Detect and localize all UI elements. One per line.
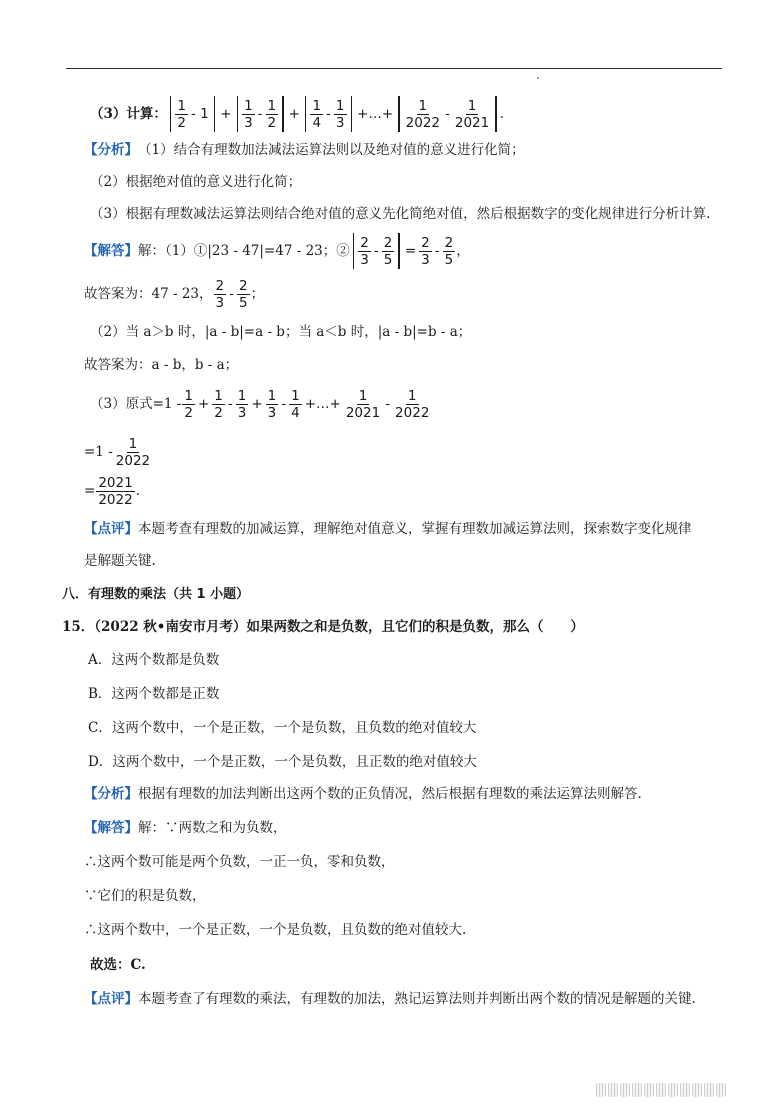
option-a: A．这两个数都是负数	[88, 652, 220, 668]
question-15-stem: 15．（2022 秋•南安市月考）如果两数之和是负数，且它们的积是负数，那么（ ）	[62, 619, 584, 635]
fraction: $\frac{1}{4}$	[312, 97, 322, 131]
fraction: $\frac{2}{3}$	[360, 234, 369, 268]
option-c: C．这两个数中，一个是正数，一个是负数，且负数的绝对值较大	[88, 720, 477, 736]
fraction: $\frac{2}{5}$	[238, 277, 248, 311]
fraction: $\frac{1}{2}$	[184, 387, 193, 421]
answer2-line-5: 故选：C.	[90, 957, 146, 973]
option-d: D．这两个数中，一个是正数，一个是负数，且正数的绝对值较大	[88, 754, 477, 770]
header-rule	[66, 68, 722, 69]
answer-tag: 【解答】	[84, 243, 138, 259]
comment2-line: 【点评】 本题考查了有理数的乘法，有理数的加法，熟记运算法则并判断出两个数的情况是解题的关键.	[84, 991, 696, 1007]
fraction: $\frac{1}{2022}$	[405, 97, 440, 131]
analysis-line-3: （3）根据有理数减法运算法则结合绝对值的意义先化简绝对值，然后根据数字的变化规律进行分析计算.	[90, 206, 711, 222]
fraction: $\frac{2}{3}$	[421, 234, 430, 268]
answer-line-6: =1 - $\frac{1}{2022}$	[84, 435, 151, 469]
fraction: $\frac{1}{3}$	[244, 97, 253, 131]
analysis-tag: 【分析】	[84, 786, 138, 802]
analysis-line-2: （2）根据绝对值的意义进行化简；	[90, 174, 302, 190]
comment-line-1: 【点评】 本题考查有理数的加减运算，理解绝对值意义，掌握有理数加减运算法则，探索数字变化规律	[84, 521, 692, 537]
fraction: $\frac{1}{2}$	[214, 387, 223, 421]
abs-bar	[398, 233, 400, 269]
analysis-tag: 【分析】	[84, 142, 138, 158]
comment-line-2: 是解题关键.	[84, 553, 156, 569]
fraction: $\frac{1}{2021}$	[454, 97, 490, 131]
abs-bar	[495, 96, 497, 132]
fraction: $\frac{2}{5}$	[383, 234, 393, 268]
fraction: $\frac{1}{2021}$	[345, 387, 381, 421]
comment-tag: 【点评】	[84, 991, 138, 1007]
abs-bar	[305, 96, 307, 132]
answer2-line-1: 【解答】 解：∵两数之和为负数，	[84, 820, 287, 836]
answer-line-3: （2）当 a＞b 时，|a - b|=a - b；当 a＜b 时，|a - b|=b - a；	[90, 324, 472, 340]
problem-3: （3）计算： $\frac{1}{2}$ - 1 + $\frac{1}{3}$ - $\frac{1}{2}$ + $\frac{1}{4}$ - $\frac{1}{3}$ +…+ $\frac{1}{2022}$ - $\frac{1}{2021}$ .	[90, 97, 505, 131]
fraction: $\frac{2021}{2022}$	[98, 474, 133, 508]
fraction: $\frac{2}{3}$	[215, 277, 225, 311]
comment-tag: 【点评】	[84, 521, 138, 537]
answer-tag: 【解答】	[84, 820, 138, 836]
answer2-line-4: ∴这两个数中，一个是正数，一个是负数，且负数的绝对值较大.	[84, 922, 467, 938]
answer-line-7: = $\frac{2021}{2022}$ .	[84, 474, 140, 508]
option-b: B．这两个数都是正数	[88, 686, 220, 702]
abs-bar	[351, 96, 353, 132]
abs-bar	[282, 96, 284, 132]
abs-bar	[353, 233, 355, 269]
abs-bar	[170, 96, 172, 132]
watermark-barcode	[596, 1083, 726, 1097]
fraction: $\frac{1}{3}$	[267, 387, 277, 421]
analysis2-line: 【分析】 根据有理数的加法判断出这两个数的正负情况，然后根据有理数的乘法运算法则解答.	[84, 786, 642, 802]
analysis-line-1: 【分析】 （1）结合有理数加法减法运算法则以及绝对值的意义进行化简；	[84, 142, 525, 158]
answer-line-1: 【解答】 解：（1）①|23 - 47|=47 - 23；② $\frac{2}{3}$ - $\frac{2}{5}$ = $\frac{2}{3}$ - $\frac{2}{5}$ ，	[84, 234, 470, 268]
abs-bar	[214, 96, 216, 132]
section-heading: 八．有理数的乘法（共 1 小题）	[62, 587, 250, 602]
answer2-line-2: ∴这两个数可能是两个负数，一正一负，零和负数，	[84, 854, 395, 870]
abs-bar	[237, 96, 239, 132]
fraction: $\frac{1}{4}$	[291, 387, 300, 421]
fraction: $\frac{1}{2022}$	[395, 387, 430, 421]
fraction: $\frac{1}{3}$	[237, 387, 247, 421]
answer-line-4: 故答案为：a - b，b - a；	[84, 357, 239, 373]
abs-bar	[398, 96, 400, 132]
fraction: $\frac{1}{2022}$	[115, 435, 151, 469]
problem-3-label: （3）计算：	[90, 106, 167, 122]
answer2-line-3: ∵它们的积是负数，	[84, 888, 206, 904]
fraction: $\frac{1}{3}$	[335, 97, 345, 131]
fraction: $\frac{1}{2}$	[177, 97, 186, 131]
fraction: $\frac{2}{5}$	[444, 234, 454, 268]
answer-line-2: 故答案为：47 - 23， $\frac{2}{3}$ - $\frac{2}{5}$ ；	[84, 277, 265, 311]
answer-line-5: （3）原式=1 - $\frac{1}{2}$ + $\frac{1}{2}$ - $\frac{1}{3}$ + $\frac{1}{3}$ - $\frac{1}{4}$ +…+ $\frac{1}{2021}$ - $\frac{1}{2022}$	[90, 387, 430, 421]
fraction: $\frac{1}{2}$	[267, 97, 277, 131]
scan-speck	[537, 77, 539, 79]
